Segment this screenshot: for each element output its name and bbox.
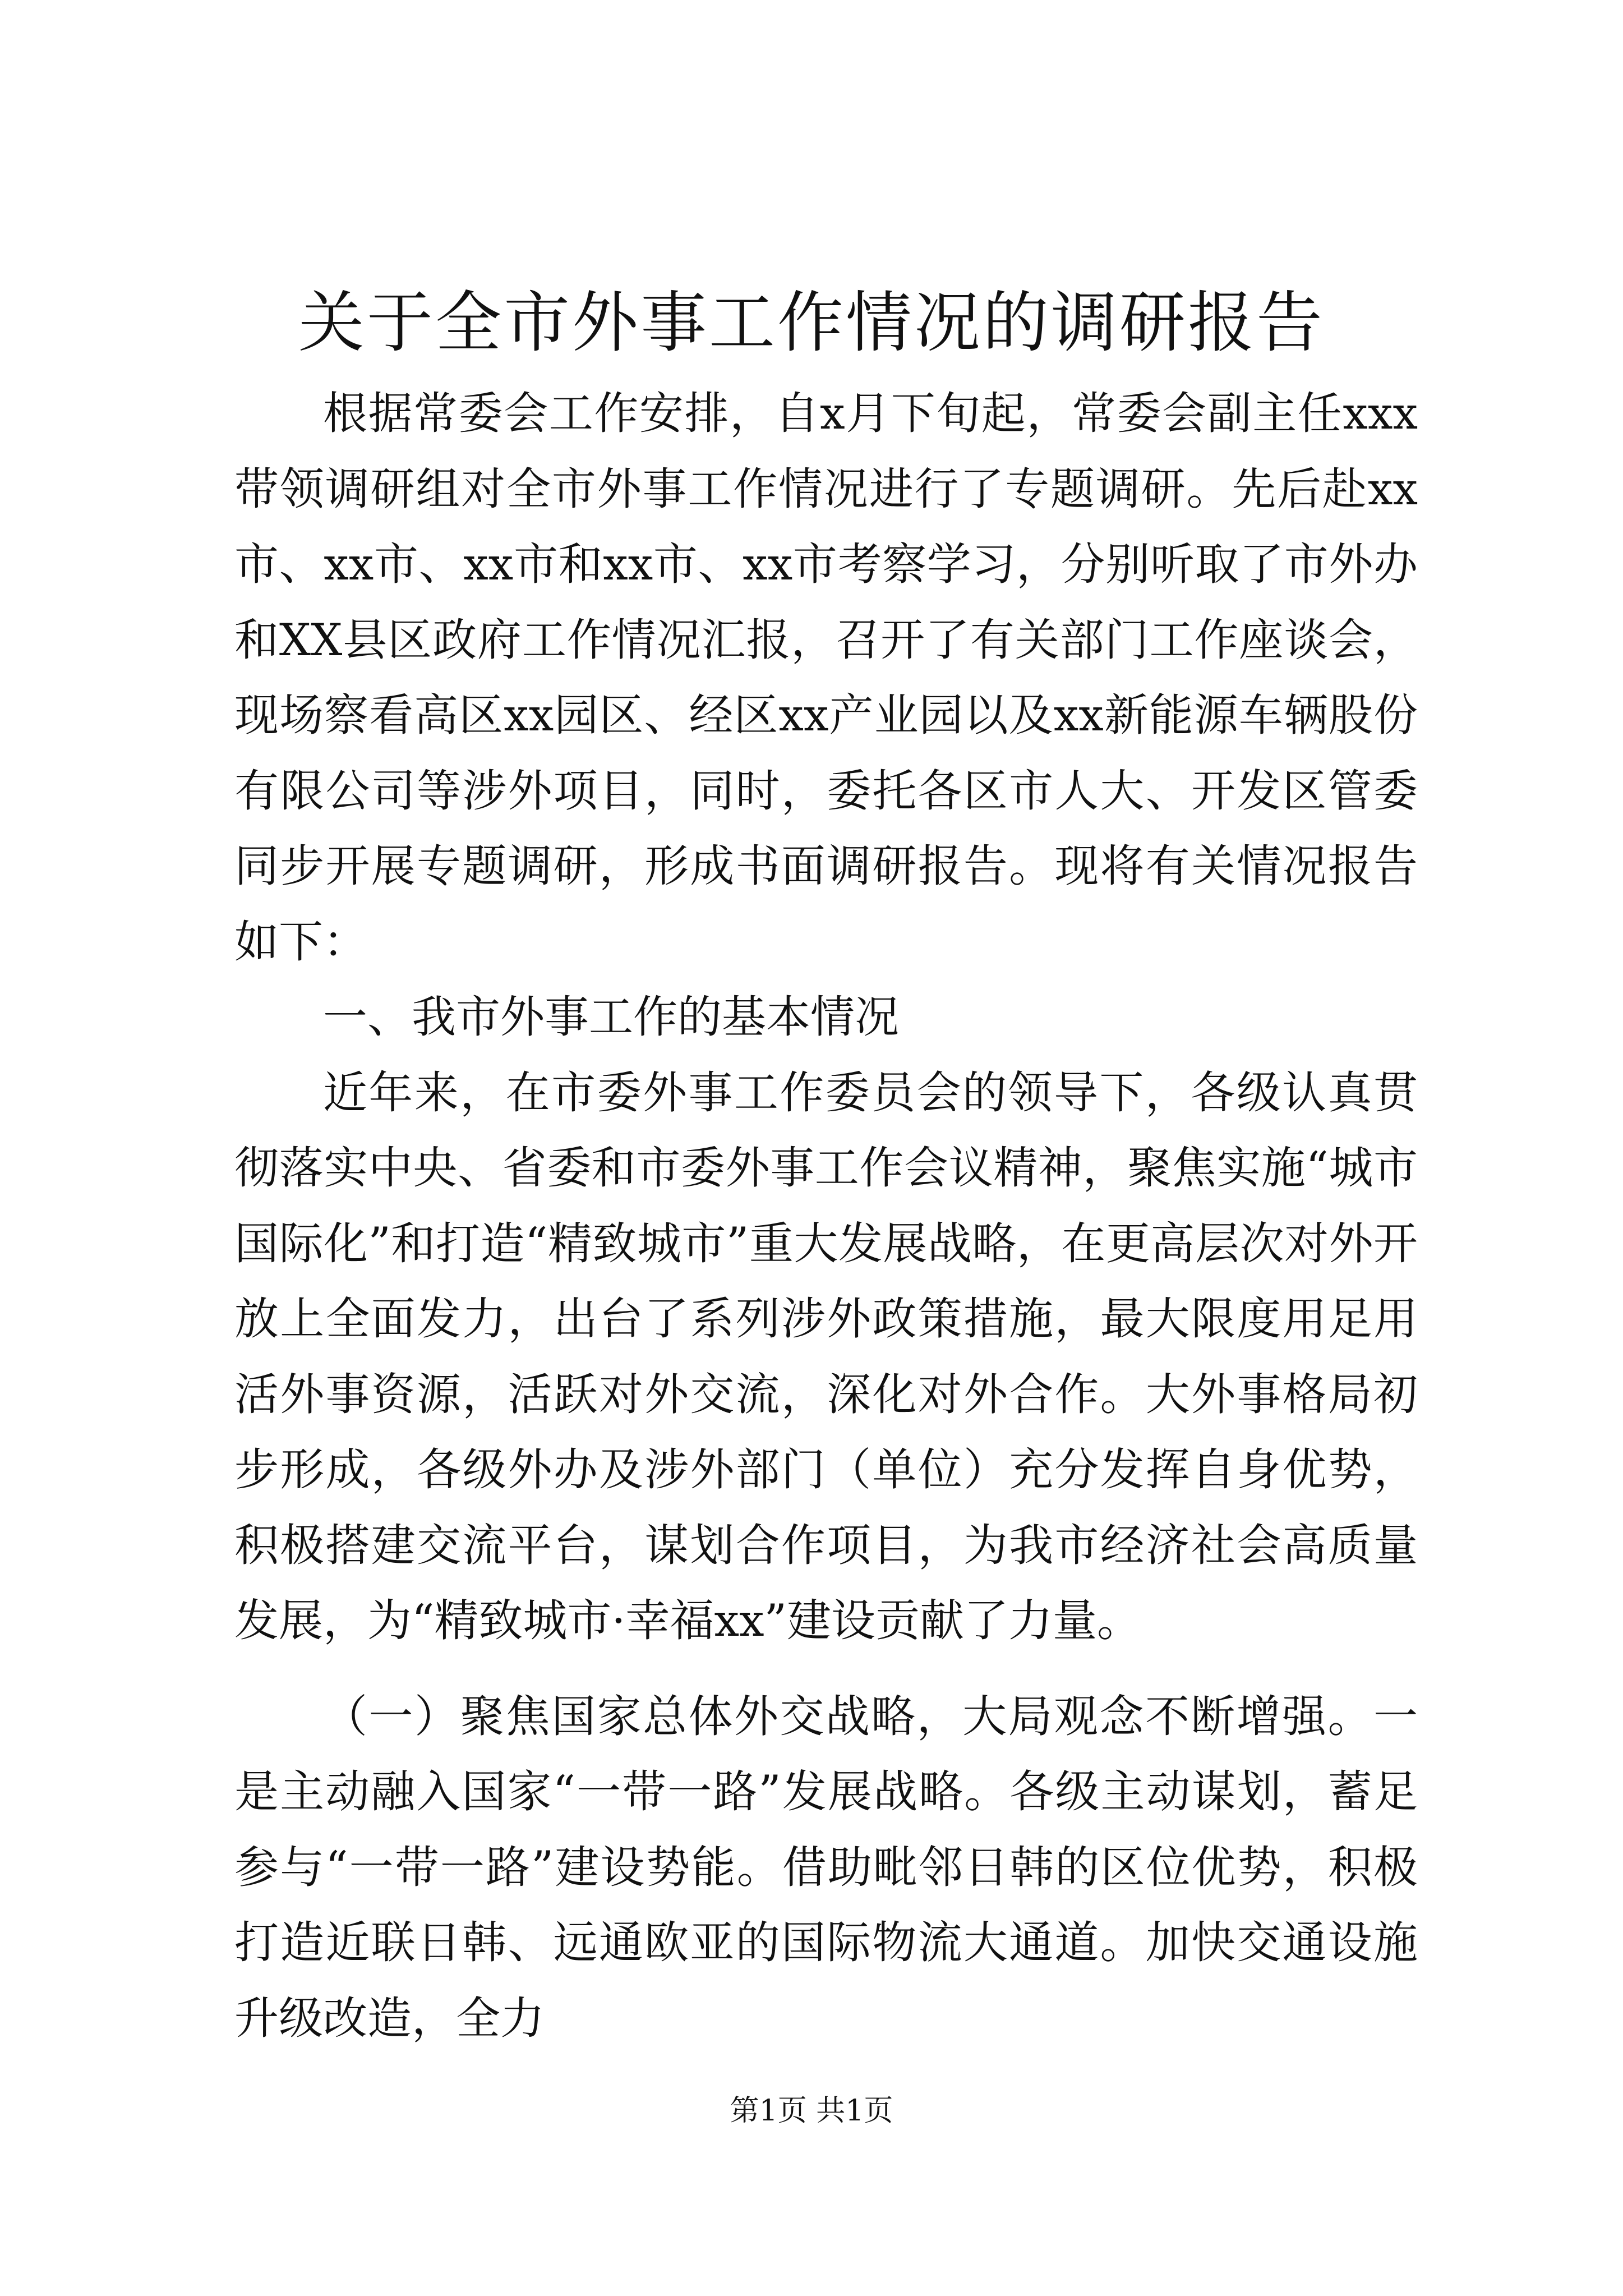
page-number-footer: 第1页 共1页 [730, 2094, 893, 2128]
paragraph-intro: 根据常委会工作安排，自x月下旬起，常委会副主任xxx带领调研组对全市外事工作情况进行了专题调研。先后赴xx市、xx市、xx市和xx市、xx市考察学习，分别听取了市外办和XX县区政府工作情况汇报，召开了有关部门工作座谈会，现场察看高区xx园区、经区xx产业园以及xx新能源车辆股份有限公司等涉外项目，同时，委托各区市人大、开发区管委同步开展专题调研，形成书面调研报告。现将有关情况报告如下： [234, 388, 1418, 968]
paragraph-overview: 近年来，在市委外事工作委员会的领导下，各级认真贯彻落实中央、省委和市委外事工作会议精神，聚焦实施“城市国际化”和打造“精致城市”重大发展战略，在更高层次对外开放上全面发力，出台了系列涉外政策措施，最大限度用足用活外事资源，活跃对外交流，深化对外合作。大外事格局初步形成，各级外办及涉外部门（单位）充分发挥自身优势，积极搭建交流平台，谋划合作项目，为我市经济社会高质量发展，为“精致城市·幸福xx”建设贡献了力量。 [234, 1066, 1418, 1646]
document-body [234, 376, 1418, 2056]
document-title: 关于全市外事工作情况的调研报告 [298, 284, 1325, 361]
section-heading: 一、我市外事工作的基本情况 [323, 991, 899, 1043]
paragraph-subsection-one: （一）聚焦国家总体外交战略，大局观念不断增强。一是主动融入国家“一带一路”发展战略。各级主动谋划，蓄足参与“一带一路”建设势能。借助毗邻日韩的区位优势，积极打造近联日韩、远通欧亚的国际物流大通道。加快交通设施升级改造，全力 [234, 1690, 1418, 2044]
